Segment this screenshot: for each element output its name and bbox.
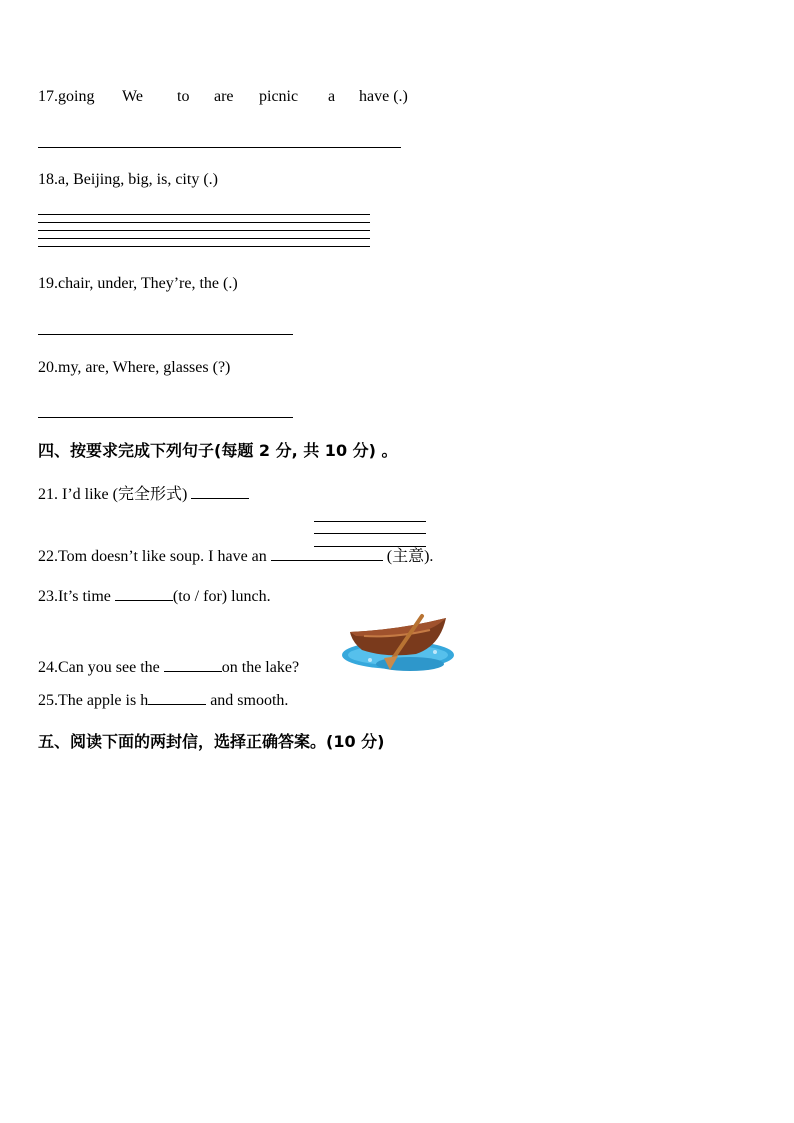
question-25 (38, 690, 288, 711)
q18-answer-line[interactable] (38, 246, 370, 247)
q17-word: to (177, 88, 190, 105)
question-24 (38, 657, 299, 678)
q23-after: (to / for) lunch. (172, 588, 271, 605)
q21-blank[interactable] (191, 484, 249, 499)
q18-answer-line[interactable] (38, 238, 370, 239)
q17-number: 17. (38, 88, 58, 105)
q18-answer-line[interactable] (38, 214, 370, 215)
q17-word: We (122, 88, 143, 105)
question-22 (38, 546, 433, 567)
q25-after: and smooth. (206, 692, 289, 709)
q17-word: going (58, 88, 95, 105)
q25-before: 25.The apple is h (38, 692, 149, 709)
question-21 (38, 484, 249, 505)
q19-answer-line[interactable] (38, 334, 293, 335)
q17-word: a (328, 88, 336, 105)
q20-answer-line[interactable] (38, 417, 293, 418)
q24-after: on the lake? (221, 659, 300, 676)
q22-suffix: (主意). (382, 548, 434, 565)
question-23 (38, 586, 271, 607)
q18-answer-line[interactable] (38, 230, 370, 231)
rowboat-icon (340, 612, 458, 676)
q21-text: 21. I’d like (完全形式) (38, 486, 192, 503)
q17-word: are (214, 88, 234, 105)
section-5-title: 五、阅读下面的两封信，选择正确答案。(10 分) (38, 732, 385, 751)
q22-blank[interactable] (271, 546, 383, 561)
question-19: 19.chair, under, They’re, the (.) (38, 275, 238, 292)
q22-text: 22.Tom doesn’t like soup. I have an (38, 548, 271, 565)
q18-answer-line[interactable] (38, 222, 370, 223)
q24-blank[interactable] (164, 657, 222, 672)
q22-answer-line[interactable] (314, 521, 426, 522)
q25-blank[interactable] (148, 690, 206, 705)
question-18: 18.a, Beijing, big, is, city (.) (38, 171, 218, 188)
question-17 (38, 87, 408, 107)
q17-answer-line[interactable] (38, 147, 401, 148)
q23-before: 23.It’s time (38, 588, 115, 605)
question-20: 20.my, are, Where, glasses (?) (38, 359, 231, 376)
section-4-title: 四、按要求完成下列句子(每题 2 分, 共 10 分) 。 (38, 441, 398, 460)
q17-word: picnic (259, 88, 299, 105)
q22-answer-line[interactable] (314, 533, 426, 534)
q17-word: have (.) (359, 88, 408, 105)
q24-before: 24.Can you see the (38, 659, 164, 676)
q23-blank[interactable] (115, 586, 173, 601)
